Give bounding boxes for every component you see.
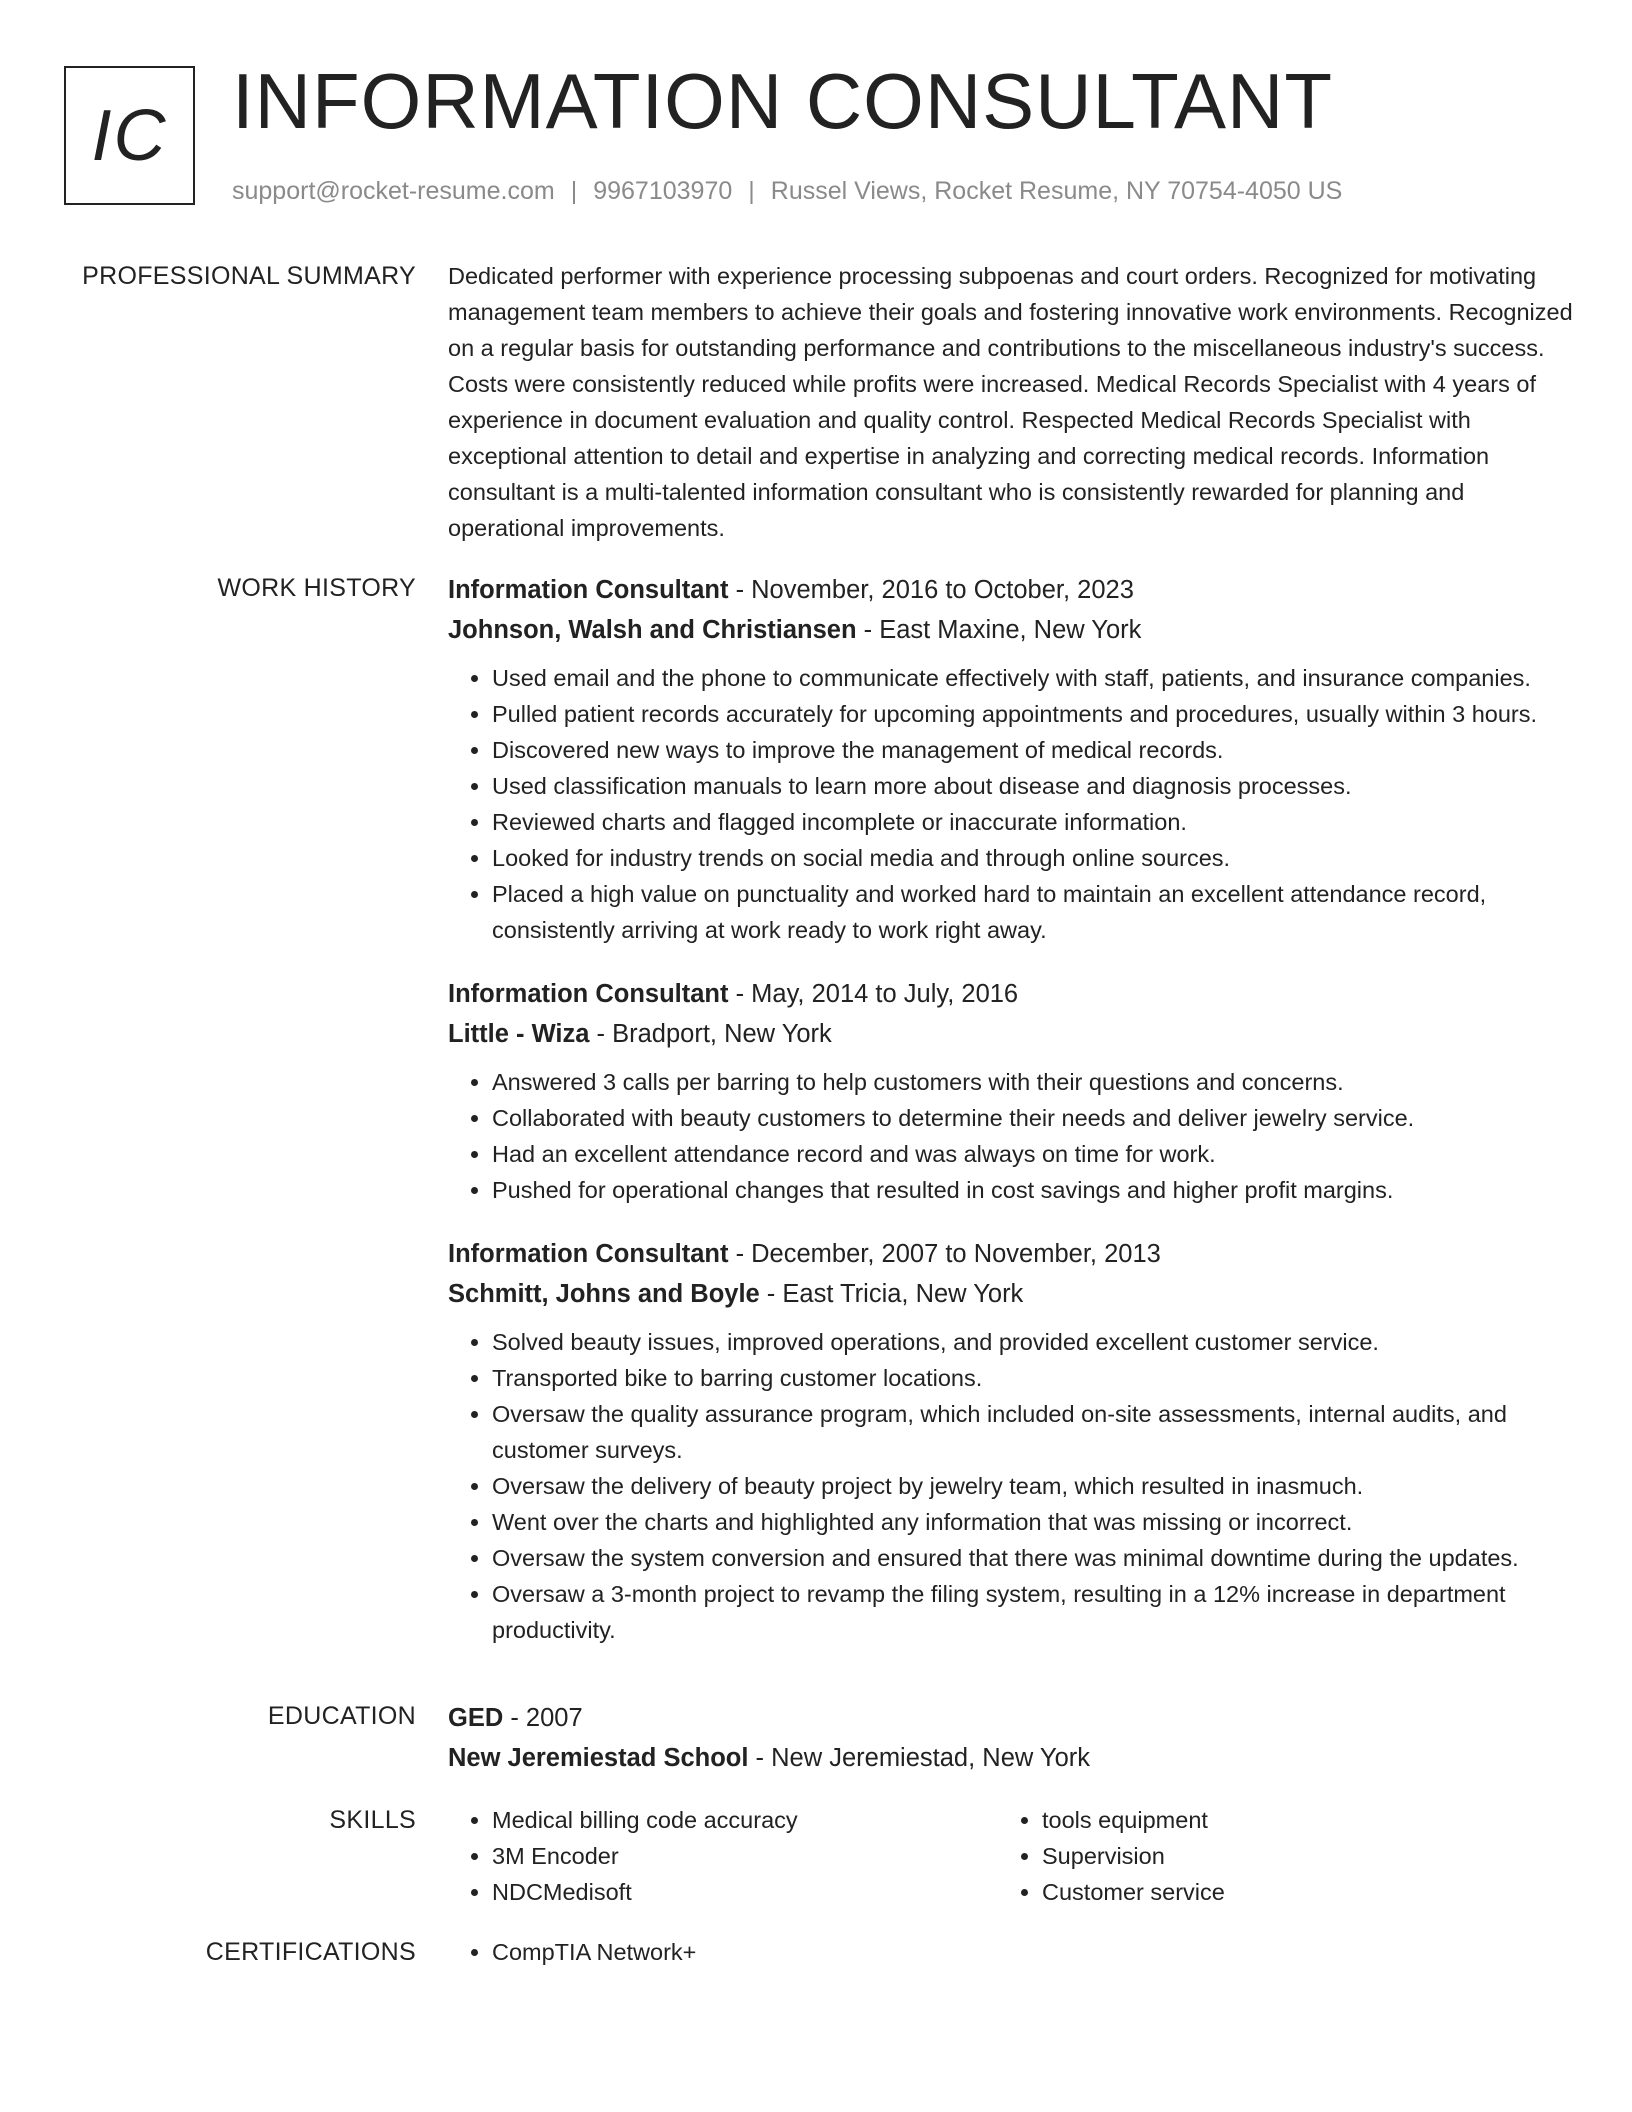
job-location: - East Tricia, New York bbox=[759, 1280, 1024, 1308]
job-company-line bbox=[448, 610, 1576, 650]
work-history-body bbox=[448, 570, 1576, 1674]
skill-item: • Supervision bbox=[1042, 1838, 1548, 1874]
contact-phone: 9967103970 bbox=[593, 177, 733, 205]
contact-email: support@rocket-resume.com bbox=[232, 177, 555, 205]
job-company: Johnson, Walsh and Christiansen bbox=[448, 616, 857, 644]
job-bullet: • Oversaw the delivery of beauty project by jewelry team, which resulted in inasmuch. bbox=[492, 1468, 1576, 1504]
job-bullet: • Answered 3 calls per barring to help customers with their questions and concerns. bbox=[492, 1064, 1576, 1100]
section-label-work: WORK HISTORY bbox=[217, 574, 416, 602]
monogram-logo: IC bbox=[64, 66, 195, 205]
job-bullet: • Went over the charts and highlighted any information that was missing or incorrect. bbox=[492, 1504, 1576, 1540]
education-year: - 2007 bbox=[503, 1704, 583, 1732]
certifications-list bbox=[448, 1934, 1576, 1970]
contact-separator: | bbox=[570, 177, 578, 205]
job-bullets bbox=[448, 660, 1576, 948]
section-education bbox=[0, 1698, 1632, 1778]
job-entry bbox=[448, 974, 1576, 1208]
job-bullet: • Used email and the phone to communicate effectively with staff, patients, and insurance companies. bbox=[492, 660, 1576, 696]
summary-text: Dedicated performer with experience processing subpoenas and court orders. Recognized for motivating management team members to achieve their goals and fostering innovative work environments. Recognized on a regular basis for outstanding performance and contributions to the miscellaneous industry's success. Costs were consistently reduced while profits were increased. Medical Records Specialist with 4 years of experience in document evaluation and quality control. Respected Medical Records Specialist with exceptional attention to detail and expertise in analyzing and correcting medical records. Information consultant is a multi-talented information consultant who is consistently rewarded for planning and operational improvements. bbox=[448, 263, 1573, 541]
job-bullet: • Solved beauty issues, improved operations, and provided excellent customer service. bbox=[492, 1324, 1576, 1360]
education-location: - New Jeremiestad, New York bbox=[748, 1744, 1091, 1772]
skill-item: • Medical billing code accuracy bbox=[492, 1802, 998, 1838]
skill-item: • NDCMedisoft bbox=[492, 1874, 998, 1910]
job-company-line bbox=[448, 1014, 1576, 1054]
certification-item: • CompTIA Network+ bbox=[492, 1934, 1576, 1970]
section-label-education: EDUCATION bbox=[267, 1702, 416, 1730]
job-company-line bbox=[448, 1274, 1576, 1314]
job-title-line bbox=[448, 1234, 1576, 1274]
job-company: Schmitt, Johns and Boyle bbox=[448, 1280, 760, 1308]
education-degree-line bbox=[448, 1698, 1576, 1738]
job-bullet: • Collaborated with beauty customers to determine their needs and deliver jewelry service. bbox=[492, 1100, 1576, 1136]
skills-grid bbox=[448, 1802, 1576, 1910]
education-school: New Jeremiestad School bbox=[448, 1744, 749, 1772]
job-bullet: • Had an excellent attendance record and was always on time for work. bbox=[492, 1136, 1576, 1172]
section-work-history bbox=[0, 570, 1632, 1674]
job-dates: - December, 2007 to November, 2013 bbox=[728, 1240, 1161, 1268]
job-company: Little - Wiza bbox=[448, 1020, 590, 1048]
contact-address: Russel Views, Rocket Resume, NY 70754-4050 US bbox=[770, 177, 1343, 205]
job-entry bbox=[448, 570, 1576, 948]
section-label-summary: PROFESSIONAL SUMMARY bbox=[82, 262, 416, 290]
job-bullet: • Looked for industry trends on social media and through online sources. bbox=[492, 840, 1576, 876]
contact-line bbox=[232, 174, 1342, 208]
skills-list-2 bbox=[998, 1802, 1548, 1910]
education-school-line bbox=[448, 1738, 1576, 1778]
job-bullets bbox=[448, 1064, 1576, 1208]
summary-body bbox=[448, 258, 1576, 546]
job-bullet: • Placed a high value on punctuality and worked hard to maintain an excellent attendance record, consistently arriving at work ready to work right away. bbox=[492, 876, 1576, 948]
job-location: - Bradport, New York bbox=[589, 1020, 832, 1048]
education-body bbox=[448, 1698, 1576, 1778]
job-entry bbox=[448, 1234, 1576, 1648]
candidate-name: INFORMATION CONSULTANT bbox=[232, 57, 1333, 145]
job-title: Information Consultant bbox=[448, 980, 729, 1008]
job-bullet: • Oversaw the quality assurance program, which included on-site assessments, internal audits, and customer surveys. bbox=[492, 1396, 1576, 1468]
job-bullet: • Pushed for operational changes that resulted in cost savings and higher profit margins. bbox=[492, 1172, 1576, 1208]
job-title: Information Consultant bbox=[448, 576, 729, 604]
skills-list-1 bbox=[448, 1802, 998, 1910]
skill-item: • Customer service bbox=[1042, 1874, 1548, 1910]
job-dates: - November, 2016 to October, 2023 bbox=[728, 576, 1134, 604]
education-degree: GED bbox=[448, 1704, 504, 1732]
section-label-certifications: CERTIFICATIONS bbox=[205, 1938, 416, 1966]
job-bullet: • Oversaw the system conversion and ensured that there was minimal downtime during the updates. bbox=[492, 1540, 1576, 1576]
contact-separator: | bbox=[748, 177, 755, 205]
job-title: Information Consultant bbox=[448, 1240, 729, 1268]
section-label-skills: SKILLS bbox=[329, 1806, 416, 1834]
skills-body bbox=[448, 1802, 1576, 1910]
section-skills bbox=[0, 1802, 1632, 1910]
job-bullet: • Discovered new ways to improve the management of medical records. bbox=[492, 732, 1576, 768]
skills-column-1 bbox=[448, 1802, 998, 1910]
job-bullet: • Reviewed charts and flagged incomplete or inaccurate information. bbox=[492, 804, 1576, 840]
job-bullet: • Oversaw a 3-month project to revamp the filing system, resulting in a 12% increase in department productivity. bbox=[492, 1576, 1576, 1648]
job-title-line bbox=[448, 974, 1576, 1014]
job-bullets bbox=[448, 1324, 1576, 1648]
job-title-line bbox=[448, 570, 1576, 610]
skill-item: • tools equipment bbox=[1042, 1802, 1548, 1838]
job-dates: - May, 2014 to July, 2016 bbox=[728, 980, 1019, 1008]
section-summary bbox=[0, 258, 1632, 546]
skill-item: • 3M Encoder bbox=[492, 1838, 998, 1874]
resume-sections bbox=[0, 258, 1632, 1994]
job-bullet: • Pulled patient records accurately for upcoming appointments and procedures, usually within 3 hours. bbox=[492, 696, 1576, 732]
job-location: - East Maxine, New York bbox=[856, 616, 1142, 644]
job-bullet: • Used classification manuals to learn more about disease and diagnosis processes. bbox=[492, 768, 1576, 804]
job-bullet: • Transported bike to barring customer locations. bbox=[492, 1360, 1576, 1396]
certifications-body bbox=[448, 1934, 1576, 1970]
section-certifications bbox=[0, 1934, 1632, 1970]
skills-column-2 bbox=[998, 1802, 1548, 1910]
